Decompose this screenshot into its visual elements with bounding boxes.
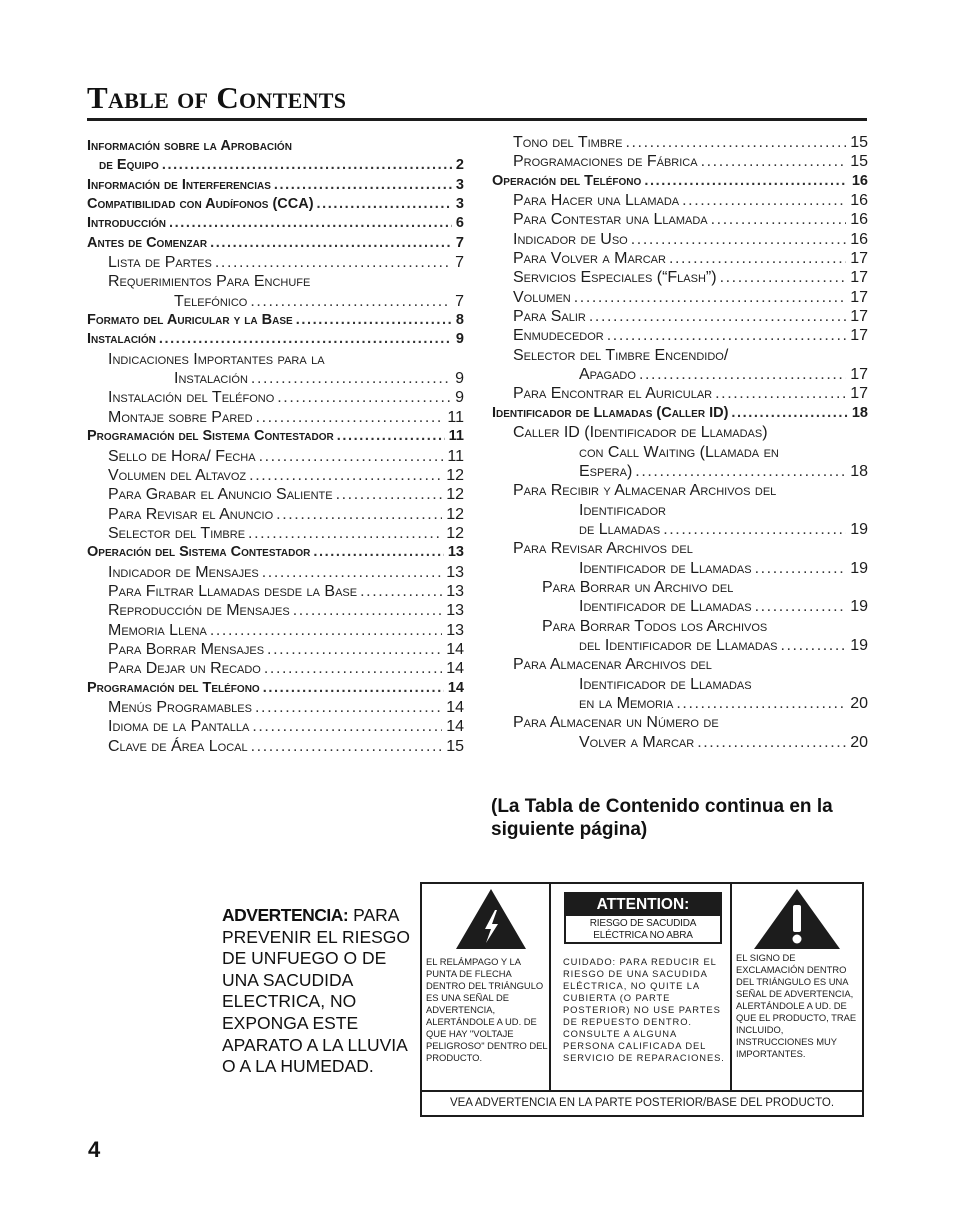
toc-leader-dots [256, 408, 444, 427]
toc-entry [87, 717, 464, 736]
toc-entry-page: 19 [850, 598, 868, 616]
toc-entry [492, 443, 868, 462]
toc-entry-label: Lista de Partes [108, 254, 212, 272]
toc-entry [87, 311, 464, 330]
notice-mid-text: CUIDADO: PARA REDUCIR EL RIESGO DE UNA SACUDIDA ELÉCTRICA, NO QUITE LA CUBIERTA (O PARTE POSTERIOR) NO USE PARTES DE REPUESTO DENTRO. CONSULTE A ALGUNA PERSONA CALIFICADA DEL SERVICIO DE REPARACIONES. [563, 956, 725, 1063]
attention-box [564, 892, 722, 944]
toc-entry-page: 6 [455, 215, 464, 232]
toc-entry-label: Para Hacer una Llamada [513, 192, 680, 210]
toc-entry [492, 191, 868, 210]
toc-entry-label: Compatibilidad con Audífonos (CCA) [87, 196, 314, 213]
toc-entry-page: 7 [455, 254, 464, 272]
toc-leader-dots [715, 384, 846, 403]
toc-entry-page: 9 [455, 370, 464, 388]
toc-entry-label: Introducción [87, 215, 167, 232]
toc-leader-dots [669, 249, 846, 268]
toc-entry [492, 288, 868, 307]
notice-panel-mid [551, 884, 732, 1090]
toc-entry-page: 11 [448, 428, 464, 445]
toc-leader-dots [337, 427, 445, 446]
toc-entry-page: 13 [447, 544, 464, 561]
toc-leader-dots [697, 733, 846, 752]
toc-entry-label: de Equipo [99, 157, 159, 174]
toc-entry-label: Información de Interferencias [87, 176, 271, 193]
toc-entry [87, 156, 464, 175]
toc-entry [492, 578, 868, 597]
notice-panel-left [422, 884, 551, 1090]
toc-entry [87, 601, 464, 620]
toc-leader-dots [296, 311, 452, 330]
toc-leader-dots [682, 191, 846, 210]
toc-entry-label: Antes de Comenzar [87, 234, 208, 251]
toc-entry [492, 365, 868, 384]
toc-entry-label: Telefónico [174, 292, 248, 310]
toc-entry-label: Reproducción de Mensajes [108, 602, 290, 620]
toc-entry-page: 3 [455, 176, 464, 193]
toc-entry-label: Montaje sobre Pared [108, 408, 253, 426]
toc-leader-dots [267, 640, 442, 659]
toc-entry-label: en la Memoria [579, 694, 674, 712]
toc-entry-page: 19 [850, 520, 868, 538]
notice-footer: VEA ADVERTENCIA EN LA PARTE POSTERIOR/BASE DEL PRODUCTO. [422, 1090, 862, 1115]
exclamation-warning-icon [752, 888, 842, 950]
toc-entry [87, 582, 464, 601]
toc-entry-label: Idioma de la Pantalla [108, 718, 250, 736]
toc-leader-dots [274, 176, 452, 195]
toc-entry [492, 559, 868, 578]
toc-entry [492, 597, 868, 616]
toc-leader-dots [639, 365, 846, 384]
toc-leader-dots [755, 597, 847, 616]
toc-leader-dots [780, 636, 846, 655]
toc-leader-dots [635, 462, 846, 481]
toc-entry-label: Información sobre la Aprobación [87, 138, 292, 154]
toc-leader-dots [631, 230, 846, 249]
toc-entry-label: Formato del Auricular y la Base [87, 312, 293, 329]
toc-entry [87, 659, 464, 678]
toc-leader-dots [663, 520, 846, 539]
toc-entry-label: Para Recibir y Almacenar Archivos del [513, 482, 777, 500]
toc-entry [492, 694, 868, 713]
toc-entry-label: con Call Waiting (Llamada en [579, 443, 779, 461]
toc-entry-label: Para Salir [513, 308, 586, 326]
toc-leader-dots [574, 288, 846, 307]
toc-entry [87, 679, 464, 698]
toc-leader-dots [293, 601, 443, 620]
toc-entry-label: Para Volver a Marcar [513, 250, 666, 268]
toc-leader-dots [251, 369, 451, 388]
toc-entry [492, 404, 868, 423]
toc-leader-dots [317, 195, 452, 214]
toc-entry-page: 17 [850, 385, 868, 403]
continue-note: (La Tabla de Contenido continua en la siguiente página) [491, 796, 833, 840]
toc-entry-label: Programaciones de Fábrica [513, 153, 698, 171]
toc-entry [87, 292, 464, 311]
toc-entry-label: Para Borrar Mensajes [108, 640, 265, 658]
toc-leader-dots [607, 326, 846, 345]
toc-entry-label: Instalación [174, 370, 248, 388]
toc-leader-dots [720, 268, 847, 287]
toc-entry-label: Para Revisar el Anuncio [108, 505, 274, 523]
toc-entry [87, 621, 464, 640]
toc-leader-dots [169, 214, 452, 233]
toc-entry [87, 330, 464, 349]
toc-entry [492, 268, 868, 287]
toc-entry-label: Operación del Sistema Contestador [87, 544, 311, 561]
toc-leader-dots [250, 292, 451, 311]
toc-entry-page: 16 [850, 192, 868, 210]
toc-entry-label: Identificador de Llamadas [579, 559, 752, 577]
toc-entry-page: 17 [850, 288, 868, 306]
toc-entry-page: 19 [850, 559, 868, 577]
toc-entry [87, 563, 464, 582]
toc-entry-label: Instalación [87, 331, 156, 348]
toc-entry-label: Volver a Marcar [579, 733, 695, 751]
toc-entry-label: Identificador de Llamadas [579, 598, 752, 616]
toc-leader-dots [755, 559, 847, 578]
toc-leader-dots [159, 330, 452, 349]
toc-entry [492, 326, 868, 345]
toc-entry-page: 12 [446, 466, 464, 484]
toc-entry-label: Apagado [579, 366, 636, 384]
toc-entry-label: Para Borrar Todos los Archivos [542, 617, 768, 635]
toc-entry-label: Para Contestar una Llamada [513, 211, 708, 229]
toc-entry-label: Identificador de Llamadas [579, 675, 752, 693]
toc-entry-label: Volumen [513, 288, 571, 306]
toc-leader-dots [259, 447, 444, 466]
toc-entry [87, 234, 464, 253]
toc-entry-page: 13 [446, 563, 464, 581]
toc-entry-page: 11 [447, 447, 464, 465]
toc-entry-label: Requerimientos Para Enchufe [108, 273, 311, 291]
toc-entry-label: Indicador de Mensajes [108, 563, 259, 581]
toc-entry [87, 427, 464, 446]
toc-leader-dots [210, 621, 442, 640]
toc-left-column [87, 137, 464, 756]
toc-leader-dots [336, 485, 443, 504]
toc-entry-page: 17 [850, 308, 868, 326]
toc-leader-dots [711, 210, 847, 229]
toc-entry-label: Menús Programables [108, 698, 252, 716]
toc-entry-page: 17 [850, 327, 868, 345]
toc-entry-page: 12 [446, 486, 464, 504]
toc-entry-label: del Identificador de Llamadas [579, 636, 778, 654]
toc-entry-label: Para Grabar el Anuncio Saliente [108, 486, 333, 504]
toc-leader-dots [215, 253, 451, 272]
toc-entry-label: Operación del Teléfono [492, 172, 642, 189]
toc-entry [492, 462, 868, 481]
title-rule [87, 118, 867, 121]
toc-leader-dots [210, 234, 452, 253]
toc-leader-dots [255, 698, 442, 717]
toc-entry-label: Para Dejar un Recado [108, 660, 261, 678]
warning-lead: ADVERTENCIA: [222, 905, 349, 925]
toc-leader-dots [262, 563, 442, 582]
toc-entry-label: Clave de Área Local [108, 737, 248, 755]
toc-entry-page: 12 [446, 524, 464, 542]
toc-entry [492, 249, 868, 268]
toc-entry-label: Identificador [579, 501, 666, 519]
toc-entry [87, 466, 464, 485]
toc-leader-dots [263, 679, 444, 698]
toc-entry-label: Tono del Timbre [513, 134, 623, 151]
toc-entry [87, 408, 464, 427]
toc-entry-label: Volumen del Altavoz [108, 466, 247, 484]
toc-entry-label: Selector del Timbre [108, 524, 246, 542]
safety-notice-box [420, 882, 864, 1117]
toc-leader-dots [589, 307, 846, 326]
toc-entry-label: Memoria Llena [108, 621, 207, 639]
toc-leader-dots [251, 737, 443, 756]
toc-leader-dots [625, 133, 846, 152]
toc-entry-page: 14 [447, 679, 464, 696]
toc-entry-page: 15 [850, 134, 868, 151]
toc-entry-page: 17 [850, 250, 868, 268]
attention-subtitle: RIESGO DE SACUDIDA ELÉCTRICA NO ABRA [589, 918, 697, 941]
toc-entry [87, 253, 464, 272]
toc-entry [492, 210, 868, 229]
toc-entry [492, 655, 868, 674]
toc-entry-label: Espera) [579, 462, 633, 480]
toc-leader-dots [252, 717, 442, 736]
toc-leader-dots [731, 404, 847, 423]
toc-entry [492, 481, 868, 500]
toc-entry-page: 11 [447, 408, 464, 426]
toc-entry-label: Indicaciones Importantes para la [108, 350, 325, 368]
toc-entry-page: 17 [850, 269, 868, 287]
toc-entry [87, 524, 464, 543]
toc-entry-label: Programación del Teléfono [87, 679, 260, 696]
toc-leader-dots [162, 156, 452, 175]
toc-entry-page: 2 [455, 157, 464, 174]
toc-entry [492, 733, 868, 752]
notice-left-text: EL RELÁMPAGO Y LA PUNTA DE FLECHA DENTRO DEL TRIÁNGULO ES UNA SEÑAL DE ADVERTENCIA, ALERTÁNDOLE A UD. DE QUE HAY "VOLTAJE PELIGROSO" DENTRO DEL PRODUCTO. [426, 956, 548, 1063]
toc-entry [87, 698, 464, 717]
toc-leader-dots [360, 582, 442, 601]
toc-entry-page: 14 [446, 660, 464, 678]
warning-text [222, 905, 422, 1078]
toc-entry [87, 272, 464, 291]
toc-leader-dots [676, 694, 846, 713]
toc-entry-label: Selector del Timbre Encendido/ [513, 346, 729, 364]
toc-entry [492, 636, 868, 655]
toc-entry [87, 447, 464, 466]
toc-entry-page: 15 [446, 737, 464, 755]
toc-entry [87, 543, 464, 562]
toc-entry-page: 20 [850, 694, 868, 712]
toc-entry-page: 16 [851, 172, 868, 189]
toc-entry-label: de Llamadas [579, 520, 661, 538]
toc-leader-dots [644, 172, 848, 191]
toc-entry [492, 520, 868, 539]
toc-entry-label: Enmudecedor [513, 327, 604, 345]
toc-entry-page: 14 [446, 718, 464, 736]
toc-entry [492, 617, 868, 636]
toc-entry-page: 14 [446, 640, 464, 658]
toc-entry [87, 195, 464, 214]
toc-entry-label: Instalación del Teléfono [108, 389, 275, 407]
toc-entry-page: 17 [850, 366, 868, 384]
toc-entry-page: 7 [455, 234, 464, 251]
toc-entry [87, 505, 464, 524]
attention-title: ATTENTION: [566, 894, 720, 916]
toc-entry-label: Programación del Sistema Contestador [87, 428, 334, 445]
page-number: 4 [88, 1137, 101, 1162]
toc-entry-label: Para Almacenar un Número de [513, 714, 719, 732]
toc-entry-label: Servicios Especiales (“Flash”) [513, 269, 717, 287]
toc-entry-page: 15 [850, 153, 868, 171]
toc-entry-page: 13 [446, 582, 464, 600]
toc-entry-label: Para Almacenar Archivos del [513, 656, 712, 674]
notice-panel-right [732, 884, 862, 1090]
toc-entry-label: Para Borrar un Archivo del [542, 578, 734, 596]
toc-entry [492, 133, 868, 152]
toc-leader-dots [264, 659, 442, 678]
toc-entry-label: Para Filtrar Llamadas desde la Base [108, 582, 358, 600]
toc-entry [87, 214, 464, 233]
toc-entry [87, 388, 464, 407]
toc-entry [492, 713, 868, 732]
toc-leader-dots [701, 152, 847, 171]
toc-entry [492, 423, 868, 442]
toc-entry [87, 137, 464, 156]
toc-leader-dots [313, 543, 444, 562]
toc-entry [87, 350, 464, 369]
toc-entry [87, 369, 464, 388]
toc-entry [87, 485, 464, 504]
toc-entry-page: 9 [455, 389, 464, 407]
toc-entry-label: Para Revisar Archivos del [513, 540, 693, 558]
toc-leader-dots [248, 524, 442, 543]
toc-entry-label: Sello de Hora/ Fecha [108, 447, 256, 465]
toc-entry-page: 14 [446, 698, 464, 716]
toc-right-column [492, 133, 868, 752]
toc-entry [492, 152, 868, 171]
toc-entry [492, 346, 868, 365]
toc-entry [492, 501, 868, 520]
warning-body: PARA PREVENIR EL RIESGO DE UNFUEGO O DE UNA SACUDIDA ELECTRICA, NO EXPONGA ESTE APARATO A LA LLUVIA O A LA HUMEDAD. [222, 905, 411, 1077]
toc-entry [492, 384, 868, 403]
toc-entry-label: Caller ID (Identificador de Llamadas) [513, 424, 768, 442]
toc-leader-dots [277, 388, 451, 407]
toc-entry-page: 12 [446, 505, 464, 523]
toc-entry [87, 640, 464, 659]
toc-entry-label: Indicador de Uso [513, 230, 628, 248]
toc-entry [87, 176, 464, 195]
toc-entry-page: 18 [851, 404, 868, 421]
page-title: Table of Contents [87, 80, 347, 115]
toc-entry-label: Para Encontrar el Auricular [513, 385, 713, 403]
toc-entry-page: 3 [455, 196, 464, 213]
toc-entry-page: 16 [850, 211, 868, 229]
toc-entry [492, 307, 868, 326]
toc-entry-page: 7 [455, 292, 464, 310]
toc-entry-label: Identificador de Llamadas (Caller ID) [492, 404, 729, 421]
toc-entry-page: 8 [455, 312, 464, 329]
toc-entry-page: 18 [850, 462, 868, 480]
notice-right-text: EL SIGNO DE EXCLAMACIÓN DENTRO DEL TRIÁNGULO ES UNA SEÑAL DE ADVERTENCIA, ALERTÁNDOLE A UD. DE QUE EL PRODUCTO, TRAE INCLUIDO, INSTRUCCIONES MUY IMPORTANTES. [736, 952, 857, 1059]
toc-entry-page: 19 [850, 636, 868, 654]
toc-leader-dots [249, 466, 442, 485]
toc-entry-page: 16 [850, 230, 868, 248]
toc-entry [87, 737, 464, 756]
toc-entry [492, 172, 868, 191]
toc-entry [492, 230, 868, 249]
toc-entry-page: 20 [850, 733, 868, 751]
toc-entry-page: 9 [455, 331, 464, 348]
toc-entry-page: 13 [446, 621, 464, 639]
toc-entry [492, 539, 868, 558]
toc-entry-page: 13 [446, 602, 464, 620]
toc-leader-dots [276, 505, 442, 524]
toc-entry [492, 675, 868, 694]
lightning-warning-icon [455, 888, 527, 950]
